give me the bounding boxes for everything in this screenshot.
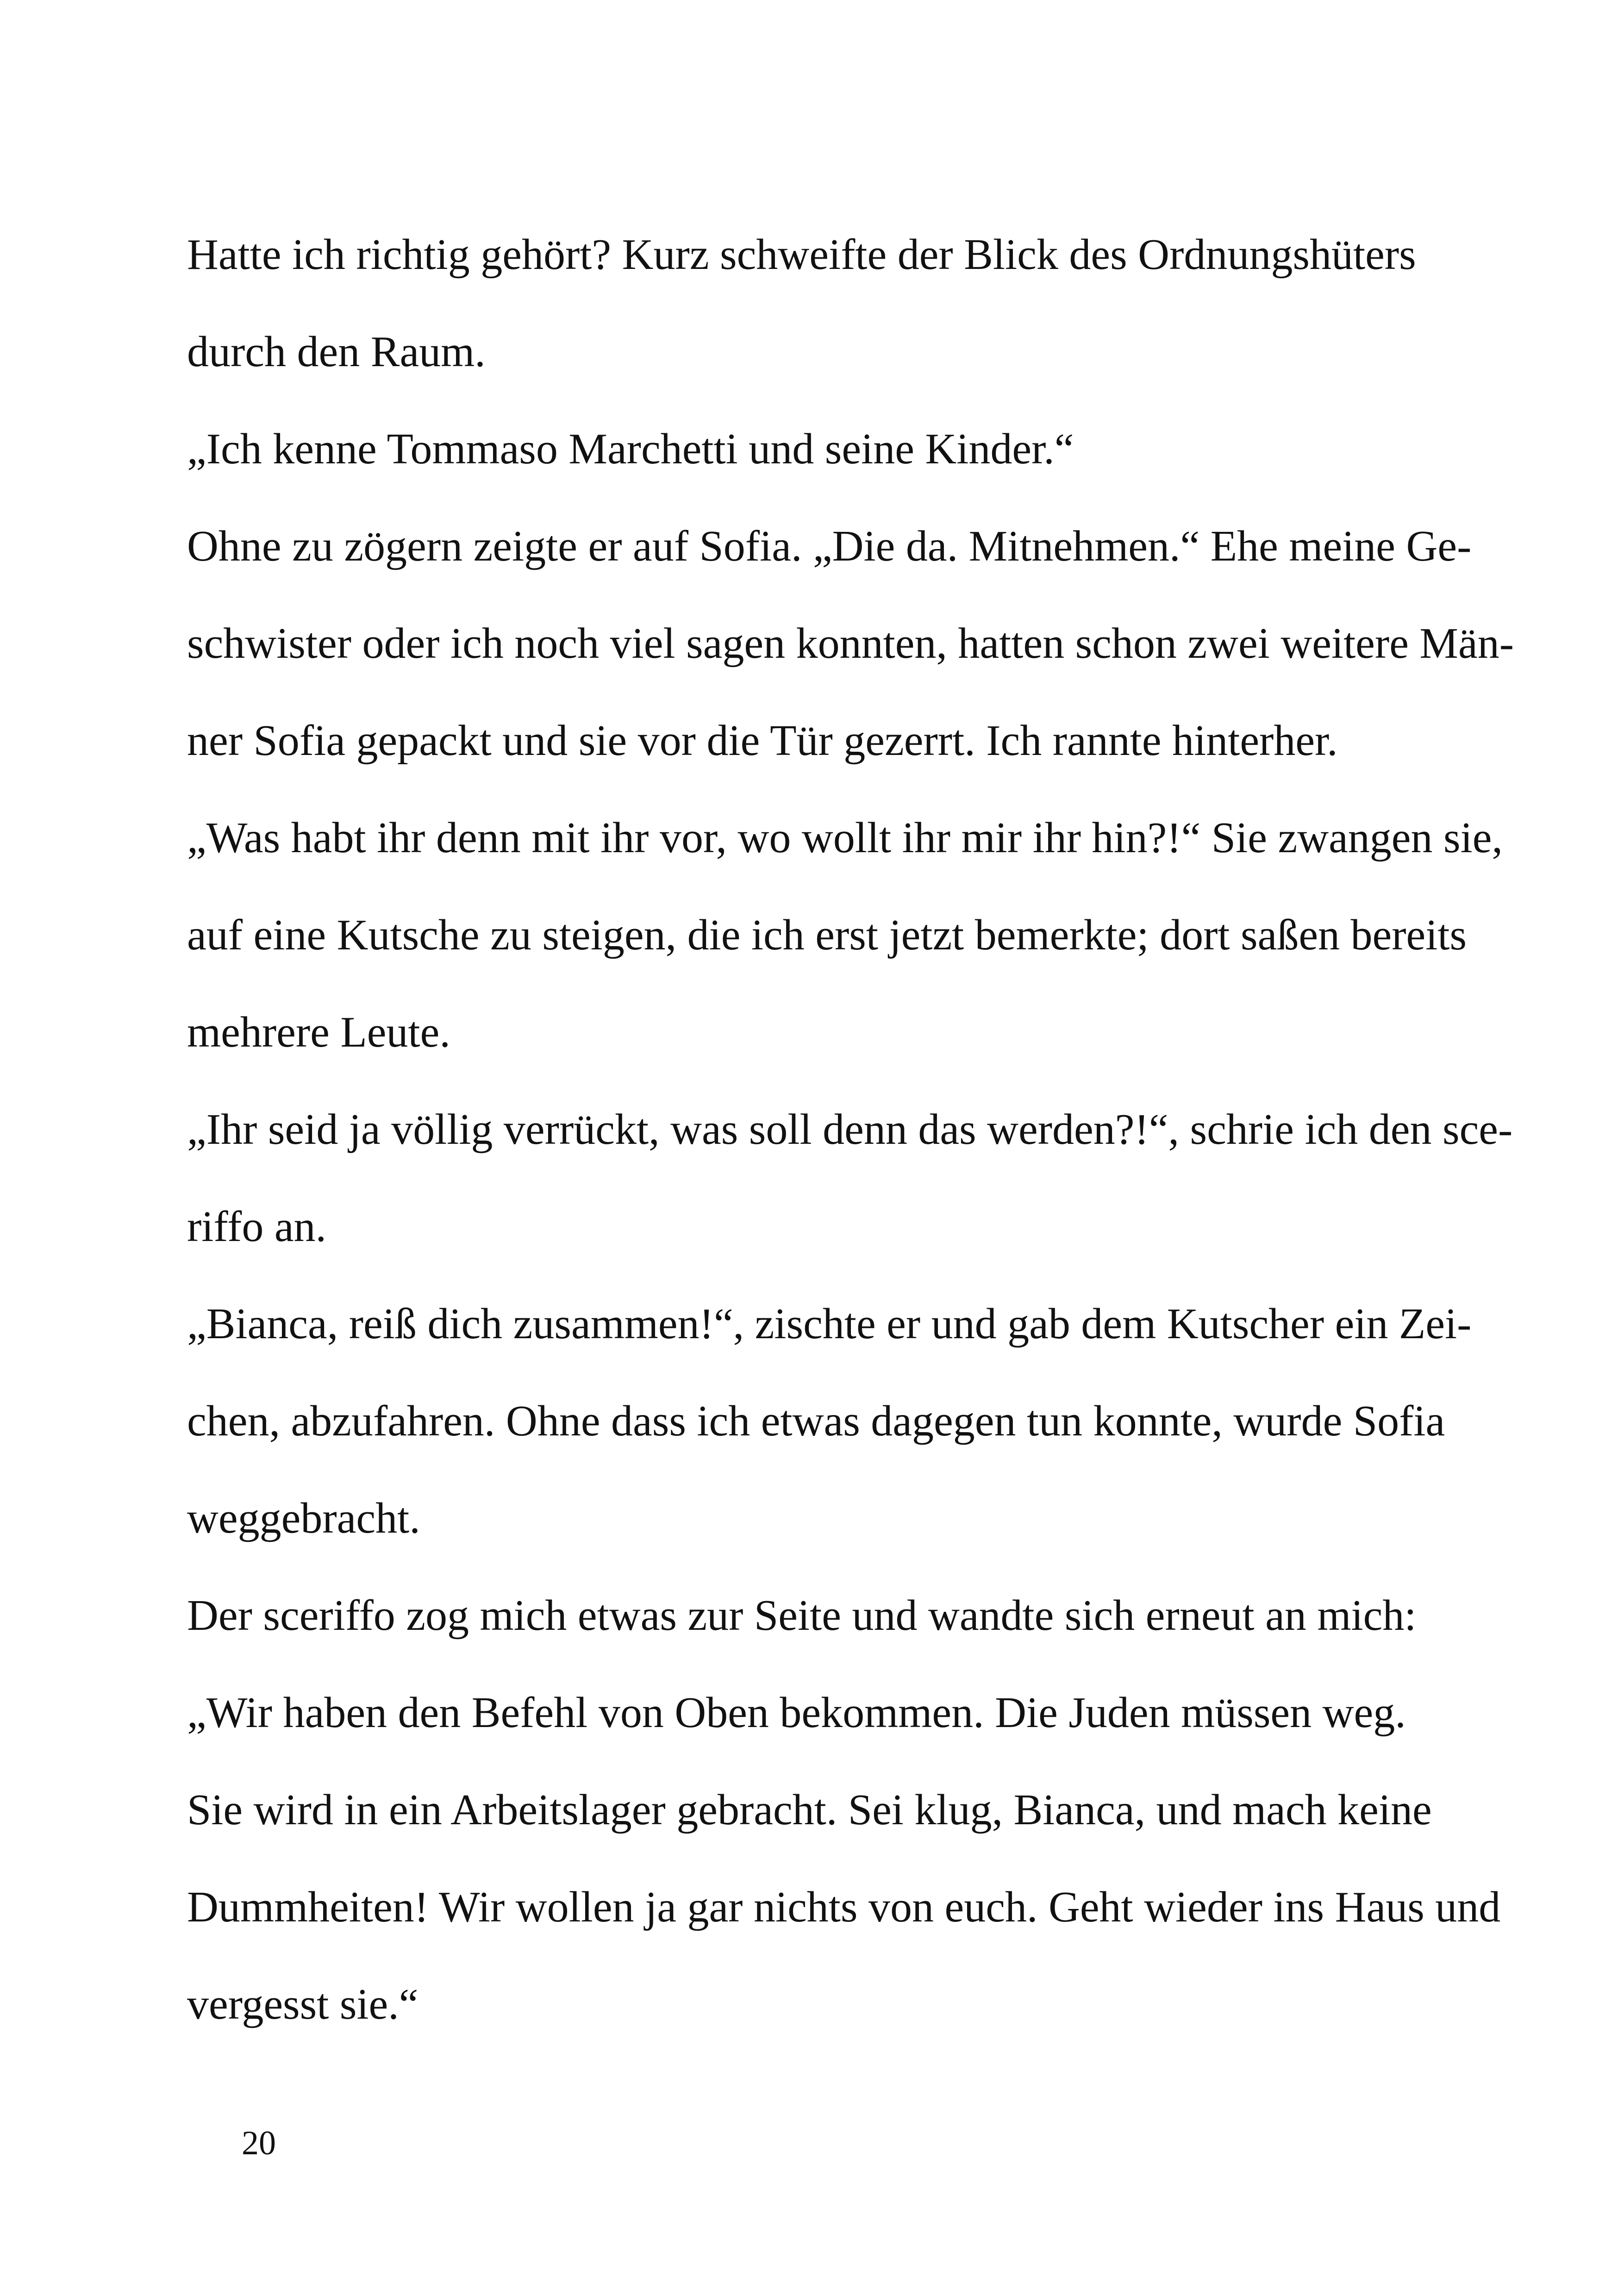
text-line: vergesst sie.“ bbox=[187, 1980, 418, 2028]
text-line: ner Sofia gepackt und sie vor die Tür gezerrt. Ich rannte hinterher. bbox=[187, 717, 1338, 765]
body-text bbox=[187, 206, 1514, 2053]
text-line: auf eine Kutsche zu steigen, die ich erst jetzt bemerkte; dort saßen bereits bbox=[187, 911, 1467, 959]
text-line: Sie wird in ein Arbeitslager gebracht. Sei klug, Bianca, und mach keine bbox=[187, 1786, 1432, 1834]
text-line: Der sceriffo zog mich etwas zur Seite und wandte sich erneut an mich: bbox=[187, 1591, 1417, 1640]
text-line: Ohne zu zögern zeigte er auf Sofia. „Die da. Mitnehmen.“ Ehe meine Ge- bbox=[187, 522, 1472, 570]
text-line: mehrere Leute. bbox=[187, 1008, 450, 1056]
text-line: Dummheiten! Wir wollen ja gar nichts von euch. Geht wieder ins Haus und bbox=[187, 1883, 1501, 1931]
text-line: chen, abzufahren. Ohne dass ich etwas dagegen tun konnte, wurde Sofia bbox=[187, 1397, 1445, 1445]
text-line: riffo an. bbox=[187, 1203, 327, 1251]
text-line: Hatte ich richtig gehört? Kurz schweifte der Blick des Ordnungshüters bbox=[187, 231, 1416, 279]
page-number: 20 bbox=[242, 2124, 276, 2162]
text-line: „Wir haben den Befehl von Oben bekommen. Die Juden müssen weg. bbox=[187, 1689, 1406, 1737]
text-line: weggebracht. bbox=[187, 1494, 420, 1542]
text-line: „Was habt ihr denn mit ihr vor, wo wollt ihr mir ihr hin?!“ Sie zwangen sie, bbox=[187, 814, 1503, 862]
text-line: „Bianca, reiß dich zusammen!“, zischte er und gab dem Kutscher ein Zei- bbox=[187, 1300, 1472, 1348]
text-line: durch den Raum. bbox=[187, 328, 486, 376]
text-line: „Ich kenne Tommaso Marchetti und seine Kinder.“ bbox=[187, 425, 1074, 473]
text-line: schwister oder ich noch viel sagen konnten, hatten schon zwei weitere Män- bbox=[187, 619, 1514, 667]
text-line: „Ihr seid ja völlig verrückt, was soll denn das werden?!“, schrie ich den sce- bbox=[187, 1105, 1513, 1154]
